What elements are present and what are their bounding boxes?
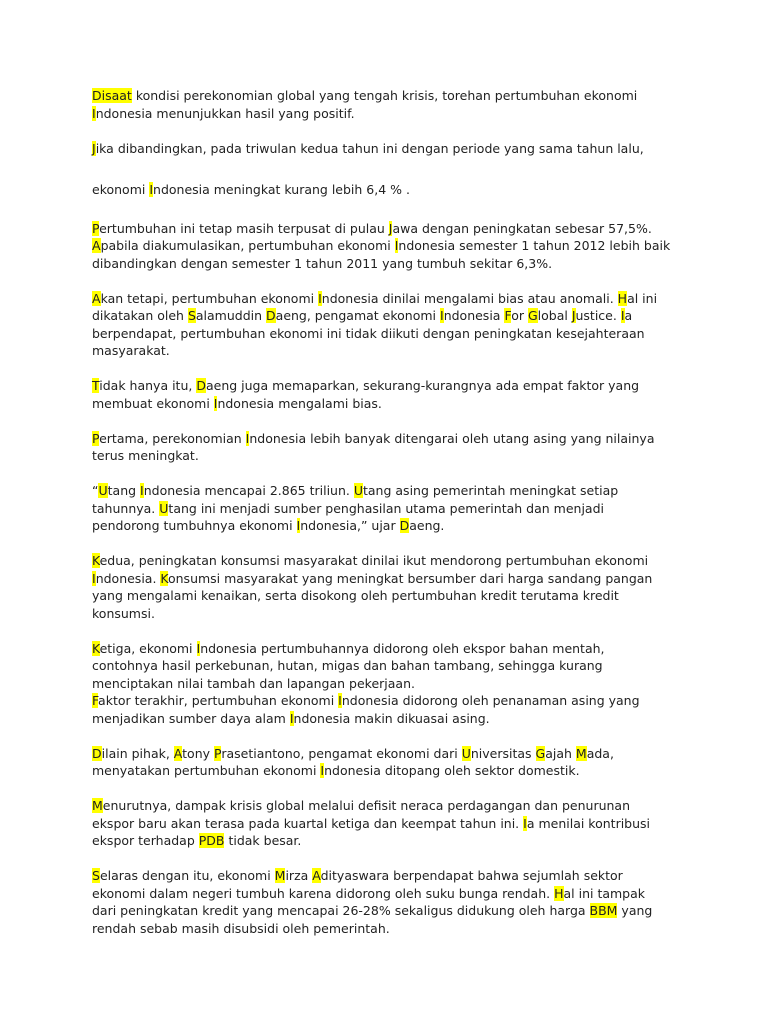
text-line [92,140,692,158]
text-segment: tang asing pemerintah meningkat setiap [363,483,619,498]
text-line [92,657,692,675]
highlighted-text: S [92,868,100,883]
text-segment: menyatakan pertumbuhan ekonomi [92,763,321,778]
text-segment: ekspor terhadap [92,833,199,848]
text-segment: ndonesia makin dikuasai asing. [293,710,490,726]
text-segment: dari peningkatan kredit yang mencapai 26-28% sekaligus didukung oleh harga [92,903,590,918]
text-line [92,447,692,465]
text-segment: aeng juga memaparkan, sekurang-kurangnya ada empat faktor yang [205,378,640,393]
text-segment: ustice. [575,308,621,323]
text-segment: rasetiantono, pengamat ekonomi dari [221,745,462,761]
text-segment: ekonomi dalam negeri tumbuh karena didorong oleh suku bunga rendah. [92,885,555,901]
text-segment: ndonesia mengalami bias. [217,395,382,411]
text-segment: kondisi perekonomian global yang tengah krisis, torehan pertumbuhan ekonomi [131,88,638,103]
paragraph-gap [92,122,692,140]
paragraph [92,797,692,850]
paragraph [92,552,692,622]
text-line [92,902,692,920]
highlighted-text: I [296,518,301,533]
text-segment: rendah sebab masih disubsidi oleh pemerintah. [92,920,390,936]
highlighted-text: I [92,570,96,586]
text-line [92,307,692,325]
text-segment: ika dibandingkan, pada triwulan kedua tahun ini dengan periode yang sama tahun lalu, [95,140,644,156]
text-line [92,237,692,255]
text-line [92,482,692,500]
highlighted-text: M [274,868,286,883]
text-line [92,885,692,903]
text-segment: onsumsi masyarakat yang meningkat bersumber dari harga sandang pangan [167,570,653,586]
highlighted-text: M [575,745,587,761]
highlighted-text: I [289,710,294,726]
paragraph-gap [92,727,692,745]
highlighted-text: M [92,798,103,813]
text-segment: tahunnya. [92,500,160,516]
paragraph [92,430,692,465]
paragraph-gap [92,360,692,378]
highlighted-text: G [527,308,538,323]
text-segment: edua, peningkatan konsumsi masyarakat dinilai ikut mendorong pertumbuhan ekonomi [99,553,649,568]
highlighted-text: I [140,483,144,498]
highlighted-text: K [160,570,168,586]
paragraph [92,377,692,412]
text-line [92,832,692,850]
text-line [92,500,692,518]
text-segment: ekonomi [92,182,150,197]
text-line [92,762,692,780]
text-segment: dityaswara berpendapat bahwa sejumlah sektor [320,868,623,883]
text-segment: ndonesia menunjukkan hasil yang positif. [95,105,355,121]
text-segment: membuat ekonomi [92,395,214,411]
text-segment: enurutnya, dampak krisis global melalui defisit neraca perdagangan dan penurunan [102,798,631,813]
paragraph [92,140,692,158]
text-segment: alamuddin [195,308,267,323]
text-segment: masyarakat. [92,343,170,358]
text-line [92,181,692,199]
text-segment: a menilai kontribusi [526,815,651,831]
highlighted-text: H [554,885,564,901]
text-segment: ndonesia,” ujar [300,518,400,533]
text-segment: al ini [627,290,658,306]
text-line [92,920,692,938]
paragraph-gap [92,272,692,290]
text-segment: idak hanya itu, [99,378,197,393]
text-line [92,517,692,535]
paragraph-gap [92,199,692,220]
highlighted-text: BBM [589,903,618,918]
text-segment: ilain pihak, [101,745,174,761]
text-segment: ada, [586,745,614,761]
text-segment: ndonesia ditopang oleh sektor domestik. [324,763,580,778]
text-segment: dibandingkan dengan semester 1 tahun 2011 yang tumbuh sekitar 6,3%. [92,255,553,271]
highlighted-text: D [266,308,276,323]
text-line [92,290,692,308]
text-line [92,815,692,833]
highlighted-text: D [399,518,410,533]
text-line [92,570,692,588]
paragraph [92,482,692,535]
text-line [92,745,692,763]
text-line [92,692,692,710]
text-segment: pabila diakumulasikan, pertumbuhan ekonomi [100,238,395,253]
text-segment: ndonesia. [95,570,161,586]
paragraph-gap [92,412,692,430]
text-segment: awa dengan peningkatan sebesar 57,5%. [392,220,652,236]
highlighted-text: U [461,745,471,761]
highlighted-text: I [440,308,444,323]
text-line [92,430,692,448]
highlighted-text: PDB [198,833,225,848]
text-line [92,105,692,123]
text-segment: ndonesia mencapai 2.865 triliun. [143,483,354,498]
highlighted-text: H [617,290,628,306]
text-line [92,675,692,693]
text-segment: niversitas [470,745,536,761]
highlighted-text: F [504,308,512,323]
text-line [92,552,692,570]
text-segment: ajah [545,745,576,761]
text-line [92,377,692,395]
highlighted-text: I [245,430,250,446]
paragraph [92,640,692,728]
text-segment: tony [182,745,214,761]
text-segment: menciptakan nilai tambah dan lapangan pekerjaan. [92,675,415,691]
text-segment: etiga, ekonomi [99,640,197,656]
highlighted-text: F [92,693,99,708]
text-segment: tang [107,483,141,498]
highlighted-text: K [92,640,100,656]
highlighted-text: D [196,378,206,393]
paragraph-gap [92,157,692,181]
text-segment: a [624,308,633,323]
highlighted-text: I [213,395,218,411]
text-line [92,325,692,343]
highlighted-text: P [92,430,100,446]
text-segment: yang mengalami kenaikan, serta disokong oleh pertumbuhan kredit terutama kredit [92,588,619,603]
highlighted-text: I [338,693,342,708]
highlighted-text: A [92,290,101,306]
highlighted-text: P [213,745,222,761]
highlighted-text: A [92,238,101,253]
paragraph [92,87,692,122]
paragraph-gap [92,780,692,798]
highlighted-text: K [92,553,100,568]
paragraph [92,745,692,780]
text-segment: tidak besar. [224,833,302,848]
text-segment: elaras dengan itu, ekonomi [99,868,275,883]
paragraph [92,867,692,937]
text-segment: “ [92,483,99,498]
highlighted-text: I [196,640,201,656]
text-segment: konsumsi. [92,605,155,621]
text-line [92,342,692,360]
text-line [92,710,692,728]
paragraph [92,220,692,273]
paragraph [92,181,692,199]
text-segment: or [511,308,528,323]
text-segment: ekspor baru akan terasa pada kuartal ketiga dan keempat tahun ini. [92,815,524,831]
document-body [92,87,692,937]
highlighted-text: D [92,745,102,761]
paragraph-gap [92,850,692,868]
text-segment: ertumbuhan ini tetap masih terpusat di pulau [99,220,389,236]
highlighted-text: P [92,220,100,236]
paragraph-gap [92,622,692,640]
text-segment: ndonesia semester 1 tahun 2012 lebih baik [398,238,671,253]
highlighted-text: Disaat [92,88,132,103]
highlighted-text: I [318,290,322,306]
text-segment: ndonesia meningkat kurang lebih 6,4 % . [153,182,410,197]
paragraph-gap [92,465,692,483]
highlighted-text: A [312,868,321,883]
highlighted-text: A [173,745,183,761]
text-line [92,640,692,658]
text-segment: berpendapat, pertumbuhan ekonomi ini tidak diikuti dengan peningkatan kesejahteraan [92,325,645,341]
text-segment: irza [285,868,313,883]
highlighted-text: J [571,308,576,323]
text-segment: al ini tampak [563,885,646,901]
text-segment: ndonesia pertumbuhannya didorong oleh ekspor bahan mentah, [200,640,605,656]
text-segment: ndonesia didorong oleh penanaman asing yang [341,693,640,708]
highlighted-text: I [394,238,399,253]
highlighted-text: I [523,815,527,831]
text-segment: dikatakan oleh [92,308,188,323]
text-line [92,867,692,885]
text-segment: tang ini menjadi sumber penghasilan utama pemerintah dan menjadi [168,500,604,516]
text-line [92,220,692,238]
highlighted-text: S [187,308,196,323]
highlighted-text: U [98,483,108,498]
highlighted-text: T [92,378,100,393]
highlighted-text: I [149,182,154,197]
text-segment: ertama, perekonomian [99,430,246,446]
highlighted-text: U [353,483,363,498]
paragraph-gap [92,535,692,553]
highlighted-text: G [535,745,546,761]
highlighted-text: I [320,763,325,778]
text-segment: aeng, pengamat ekonomi [275,308,440,323]
highlighted-text: J [388,220,393,236]
text-segment: aeng. [409,518,445,533]
highlighted-text: J [92,140,96,156]
highlighted-text: U [159,500,169,516]
text-segment: yang [617,903,653,918]
text-segment: kan tetapi, pertumbuhan ekonomi [100,290,319,306]
text-segment: aktor terakhir, pertumbuhan ekonomi [98,693,339,708]
text-segment: menjadikan sumber daya alam [92,710,290,726]
text-line [92,395,692,413]
text-segment: lobal [537,308,572,323]
text-line [92,587,692,605]
text-line [92,797,692,815]
highlighted-text: I [620,308,625,323]
text-segment: pendorong tumbuhnya ekonomi [92,518,297,533]
text-line [92,605,692,623]
text-segment: ndonesia [443,308,505,323]
text-segment: terus meningkat. [92,448,199,463]
text-segment: ndonesia lebih banyak ditengarai oleh utang asing yang nilainya [249,430,655,446]
paragraph [92,290,692,360]
highlighted-text: I [92,105,96,121]
text-line [92,255,692,273]
text-line [92,87,692,105]
text-segment: ndonesia dinilai mengalami bias atau anomali. [321,290,618,306]
text-segment: contohnya hasil perkebunan, hutan, migas dan bahan tambang, sehingga kurang [92,658,603,673]
